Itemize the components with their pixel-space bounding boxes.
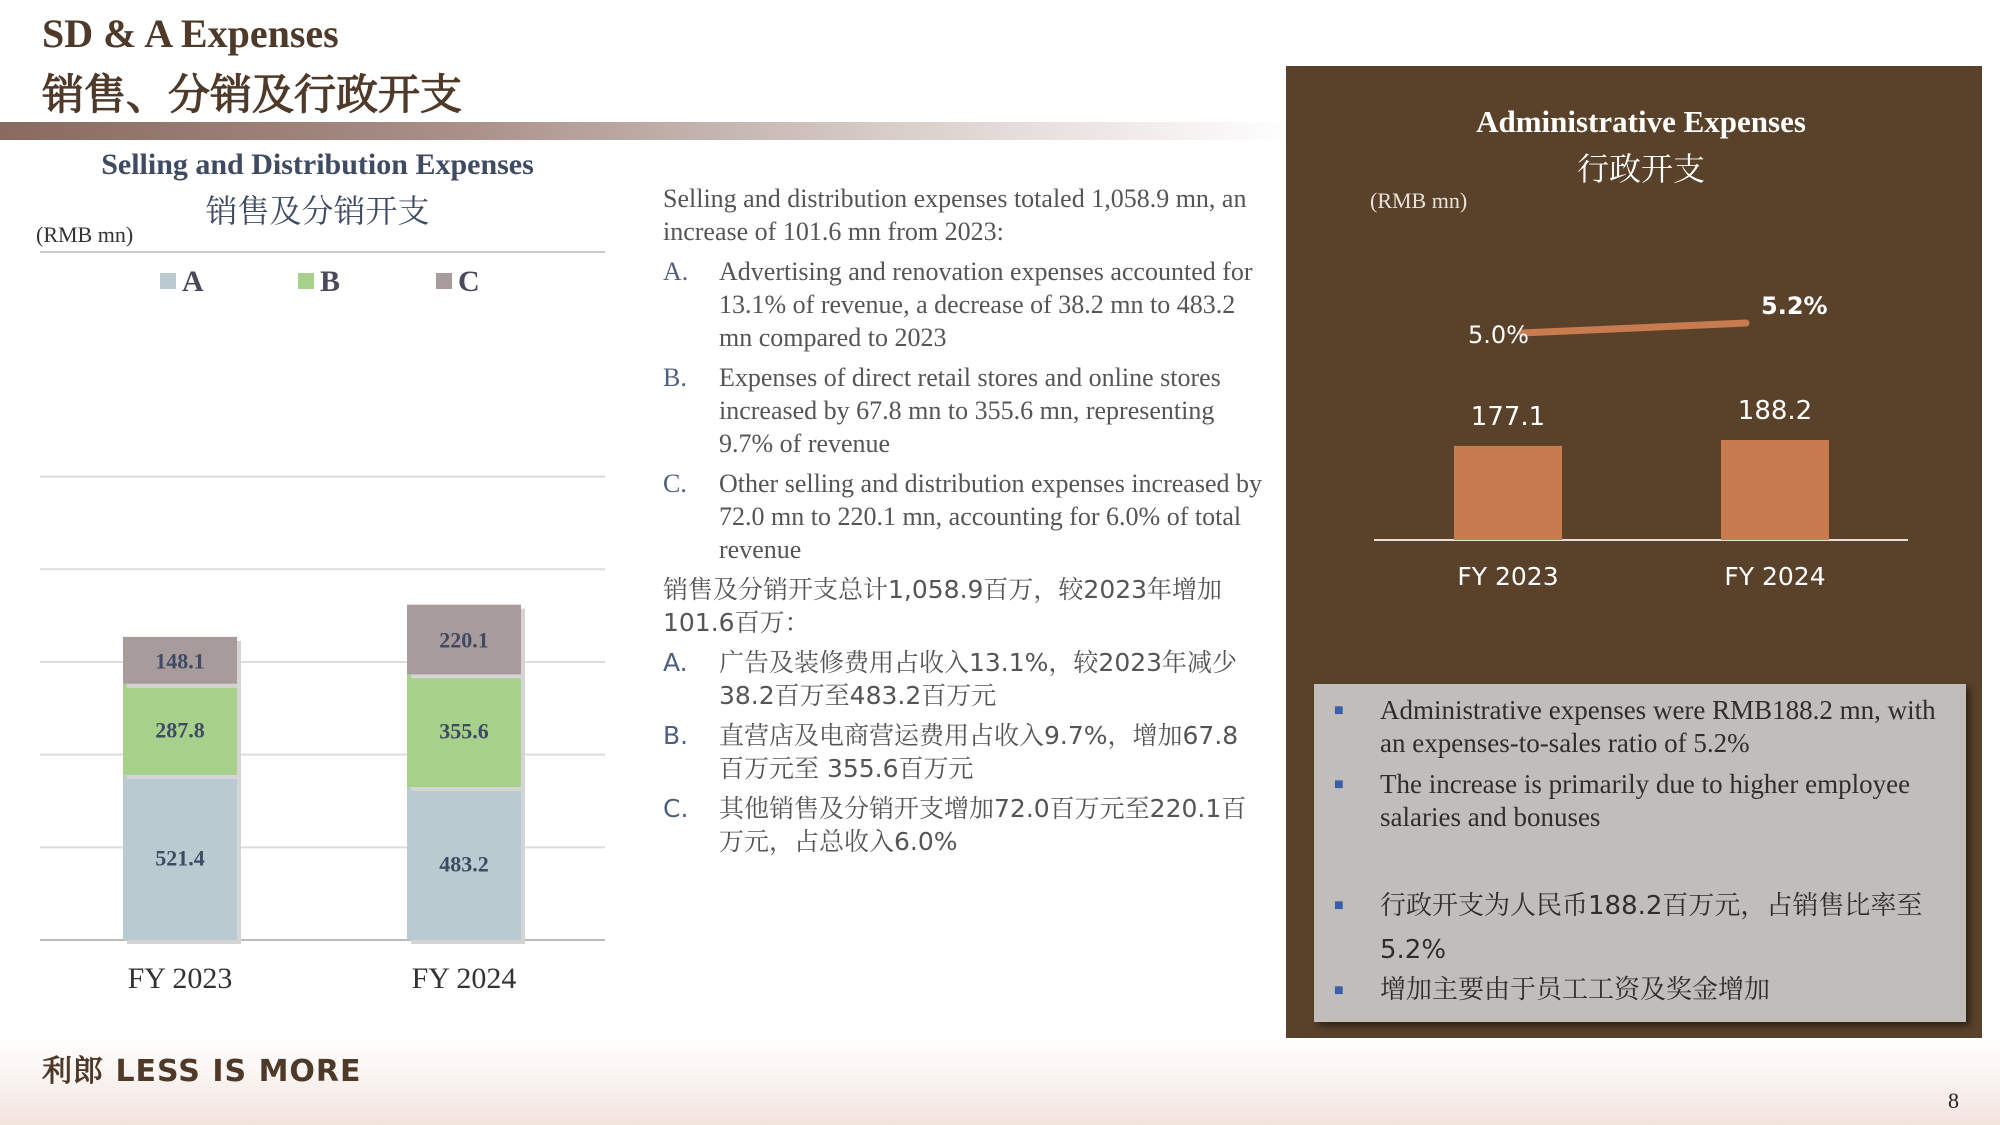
bullet-item [1334,694,1954,760]
bullet-square-icon: ■ [1334,776,1344,793]
admin-bullet-box [1314,684,1966,1022]
data-label: 287.8 [155,717,205,743]
admin-bar [1454,446,1562,540]
legend-swatch [298,273,314,289]
item-en-c [663,467,1263,566]
legend-label: C [458,265,480,298]
item-label: B. [663,721,689,750]
right-chart-title-en: Administrative Expenses [1476,104,1806,139]
item-en-a [663,255,1263,354]
page-title-zh: 销售、分销及行政开支 [42,70,463,119]
item-label: C. [663,794,689,823]
x-tick-label: FY 2023 [1457,562,1559,591]
item-label: B. [663,363,687,392]
data-label: 521.4 [155,845,205,871]
selling-distribution-chart [30,240,630,1010]
bullet-item [1334,974,1954,1007]
bullet-text: 增加主要由于员工工资及奖金增加 [1380,975,1771,1005]
item-zh-c [663,792,1263,858]
bullet-text: The increase is primarily due to higher employee salaries and bonuses [1380,769,1911,832]
bullet-text: 行政开支为人民币188.2百万元，占销售比率至5.2% [1380,891,1923,965]
bullet-item [1334,768,1954,834]
data-label: 148.1 [155,648,205,674]
legend-swatch [436,273,452,289]
x-tick-label: FY 2024 [411,962,517,995]
header-divider-bar [0,122,1290,140]
right-chart-title-zh: 行政开支 [1576,150,1705,188]
intro-zh: 销售及分销开支总计1,058.9百万，较2023年增加101.6百万： [663,575,1223,637]
admin-bar [1721,440,1829,540]
data-label: 483.2 [439,851,489,877]
item-text: Advertising and renovation expenses accounted for 13.1% of revenue, a decrease of 38.2 mn to 483.2 mn compared to 2023 [719,257,1253,352]
brand-logo: 利郎 LESS IS MORE [42,1054,362,1089]
item-text: Other selling and distribution expenses increased by 72.0 mn to 220.1 mn, accounting for 6.0% of total revenue [719,469,1262,564]
ratio-label: 5.2% [1761,292,1828,320]
x-tick-label: FY 2023 [127,962,233,995]
item-zh-b [663,719,1263,785]
intro-en: Selling and distribution expenses totaled 1,058.9 mn, an increase of 101.6 mn from 2023: [663,184,1247,246]
legend-label: B [320,265,341,298]
item-en-b [663,361,1263,460]
page-title-en: SD & A Expenses [42,11,339,56]
bullet-item [1334,884,1954,972]
legend-label: A [182,265,204,298]
item-text: 广告及装修费用占收入13.1%，较2023年减少38.2百万至483.2百万元 [719,648,1238,710]
bullet-square-icon: ■ [1334,702,1344,719]
ratio-label: 5.0% [1468,321,1529,349]
item-text: Expenses of direct retail stores and online stores increased by 67.8 mn to 355.6 mn, representing 9.7% of revenue [719,363,1221,458]
bar-value-label: 177.1 [1470,401,1546,432]
left-chart-unit: (RMB mn) [36,222,134,247]
x-tick-label: FY 2024 [1724,562,1826,591]
bullet-text: Administrative expenses were RMB188.2 mn, with an expenses-to-sales ratio of 5.2% [1380,695,1936,758]
item-label: C. [663,469,687,498]
commentary-text [663,182,1263,865]
data-label: 355.6 [439,718,489,744]
bullet-square-icon: ■ [1334,982,1344,999]
bullet-square-icon: ■ [1334,897,1344,914]
page-number: 8 [1948,1088,1959,1113]
item-text: 其他销售及分销开支增加72.0百万元至220.1百万元，占总收入6.0% [719,794,1247,856]
right-chart-unit: (RMB mn) [1370,188,1468,213]
admin-expenses-chart [1286,240,1996,610]
item-label: A. [663,648,688,677]
legend-swatch [160,273,176,289]
item-text: 直营店及电商营运费用占收入9.7%，增加67.8百万元至 355.6百万元 [719,721,1239,783]
data-label: 220.1 [439,627,489,653]
item-label: A. [663,257,689,286]
bar-value-label: 188.2 [1737,396,1813,426]
left-chart-title-zh: 销售及分销开支 [205,192,430,230]
ratio-line [1522,323,1746,333]
item-zh-a [663,646,1263,712]
left-chart-title-en: Selling and Distribution Expenses [101,148,534,181]
